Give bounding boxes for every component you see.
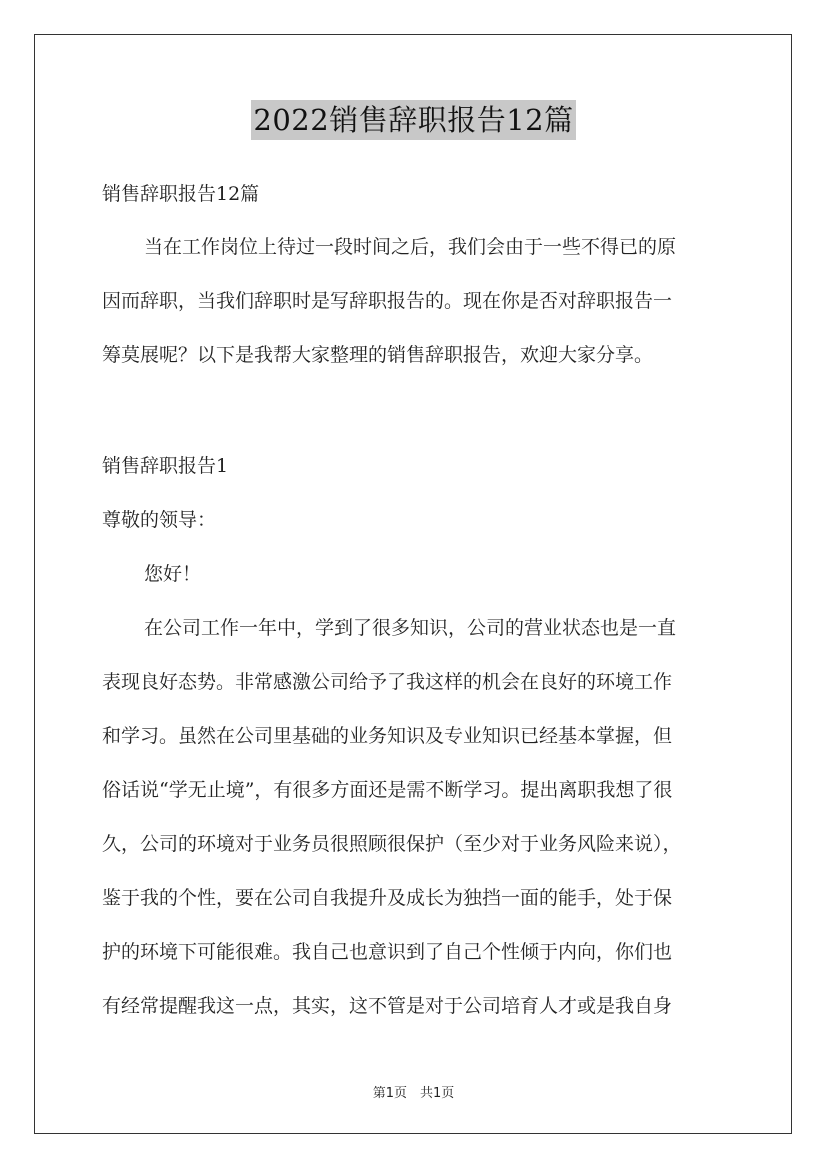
intro-line: 筹莫展呢？以下是我帮大家整理的销售辞职报告，欢迎大家分享。	[102, 344, 654, 366]
body-line: 护的环境下可能很难。我自己也意识到了自己个性倾于内向，你们也	[102, 941, 673, 963]
body-line: 俗话说“学无止境”，有很多方面还是需不断学习。提出离职我想了很	[102, 779, 673, 801]
page-number-footer: 第1页 共1页	[372, 1086, 455, 1101]
section-heading: 销售辞职报告1	[102, 455, 229, 477]
body-line: 在公司工作一年中，学到了很多知识，公司的营业状态也是一直	[144, 617, 677, 639]
body-line: 鉴于我的个性，要在公司自我提升及成长为独挡一面的能手，处于保	[102, 887, 673, 909]
document-title: 2022销售辞职报告12篇	[251, 100, 575, 140]
greeting: 您好！	[144, 563, 202, 585]
subtitle: 销售辞职报告12篇	[102, 183, 260, 205]
intro-line: 当在工作岗位上待过一段时间之后，我们会由于一些不得已的原	[144, 236, 677, 258]
title-container	[0, 100, 827, 140]
salutation: 尊敬的领导：	[102, 509, 217, 531]
body-line: 久，公司的环境对于业务员很照顾很保护（至少对于业务风险来说），	[102, 833, 682, 855]
body-line: 和学习。虽然在公司里基础的业务知识及专业知识已经基本掌握，但	[102, 725, 673, 747]
body-line: 表现良好态势。非常感激公司给予了我这样的机会在良好的环境工作	[102, 671, 673, 693]
body-line: 有经常提醒我这一点，其实，这不管是对于公司培育人才或是我自身	[102, 995, 673, 1017]
intro-line: 因而辞职，当我们辞职时是写辞职报告的。现在你是否对辞职报告一	[102, 290, 673, 312]
